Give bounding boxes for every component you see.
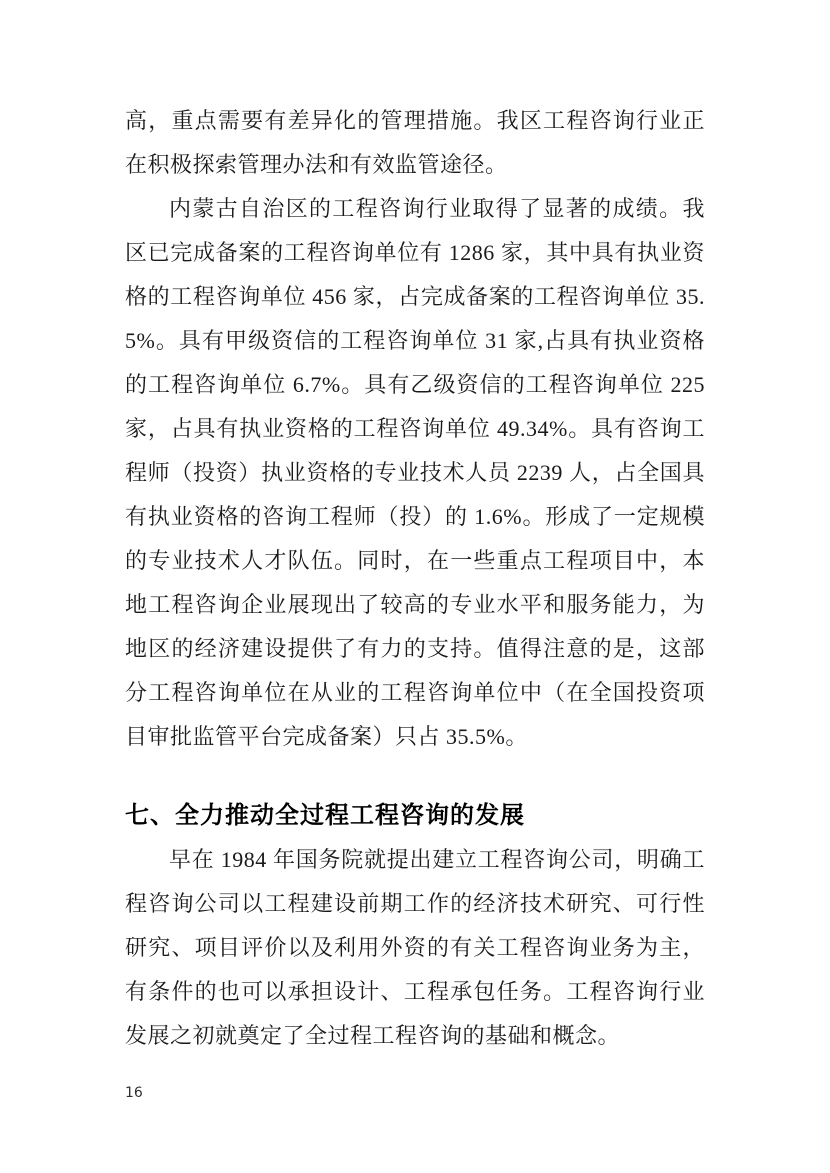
section-heading: 七、全力推动全过程工程咨询的发展 [125, 802, 525, 829]
paragraph-continuation: 高，重点需要有差异化的管理措施。我区工程咨询行业正在积极探索管理办法和有效监管途径。 [125, 108, 705, 177]
paragraph-industry-achievements: 内蒙古自治区的工程咨询行业取得了显著的成绩。我区已完成备案的工程咨询单位有 1286 家，其中具有执业资格的工程咨询单位 456 家，占完成备案的工程咨询单位 35.5%。具有甲级资信的工程咨询单位 31 家,占具有执业资格的工程咨询单位 6.7%。具有乙级资信的工程咨询单位 225 家，占具有执业资格的工程咨询单位 49.34%。具有咨询工程师（投资）执业资格的专业技术人员 2239 人，占全国具有执业资格的咨询工程师（投）的 1.6%。形成了一定规模的专业技术人才队伍。同时，在一些重点工程项目中，本地工程咨询企业展现出了较高的专业水平和服务能力，为地区的经济建设提供了有力的支持。值得注意的是，这部分工程咨询单位在从业的工程咨询单位中（在全国投资项目审批监管平台完成备案）只占 35.5%。 [125, 196, 705, 749]
page-number: 16 [125, 1085, 143, 1101]
page-content [125, 99, 705, 1058]
paragraph-whole-process-history: 早在 1984 年国务院就提出建立工程咨询公司，明确工程咨询公司以工程建设前期工作的经济技术研究、可行性研究、项目评价以及利用外资的有关工程咨询业务为主，有条件的也可以承担设计、工程承包任务。工程咨询行业发展之初就奠定了全过程工程咨询的基础和概念。 [125, 847, 705, 1048]
